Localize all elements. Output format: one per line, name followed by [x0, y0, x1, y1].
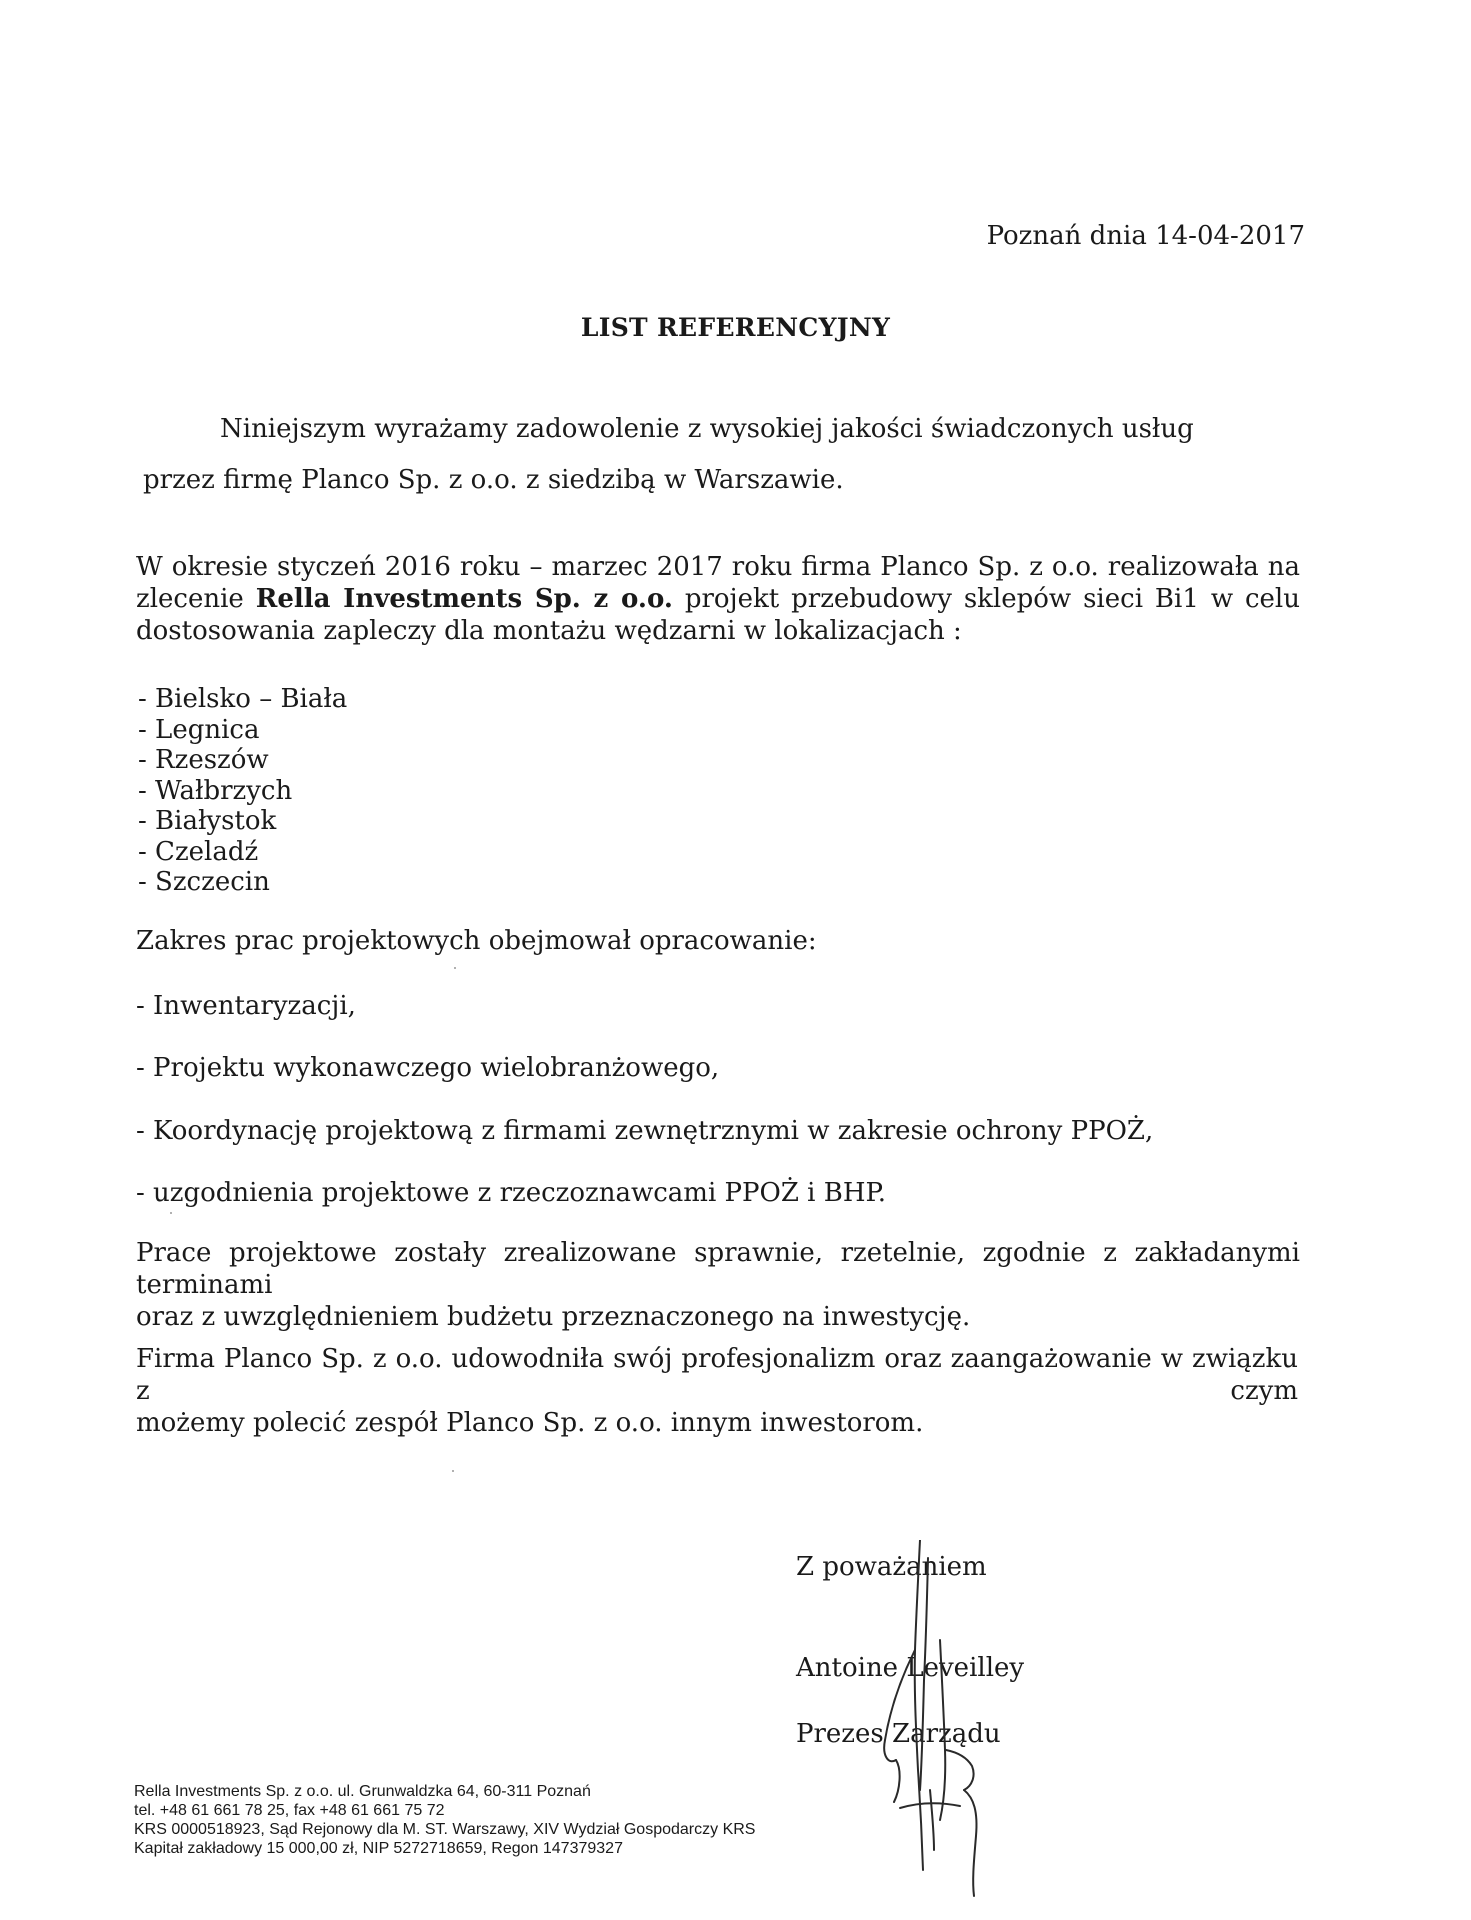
scan-speck [452, 1470, 454, 1472]
scope-item: - Inwentaryzacji, [136, 991, 356, 1021]
works-line-2: oraz z uwzględnieniem budżetu przeznaczonego na inwestycję. [136, 1302, 971, 1332]
location-item: - Legnica [138, 714, 260, 745]
intro-paragraph [136, 413, 1300, 445]
locations-list [138, 684, 347, 898]
period-line-2 [136, 583, 1300, 615]
company-footer [134, 1782, 755, 1858]
footer-capital: Kapitał zakładowy 15 000,00 zł, NIP 5272718659, Regon 147379327 [134, 1840, 623, 1857]
letter-title: LIST REFERENCYJNY [580, 313, 891, 342]
footer-registry: KRS 0000518923, Sąd Rejonowy dla M. ST. Warszawy, XIV Wydział Gospodarczy KRS [134, 1821, 756, 1838]
letter-date: Poznań dnia 14-04-2017 [986, 221, 1305, 251]
signer-name: Antoine Leveilley [796, 1653, 1025, 1683]
period-paragraph [136, 551, 1300, 647]
client-name: Rella Investments Sp. z o.o. [255, 584, 673, 614]
recommend-line-2: możemy polecić zespół Planco Sp. z o.o. innym inwestorom. [136, 1408, 924, 1438]
works-line-1: Prace projektowe zostały zrealizowane sprawnie, rzetelnie, zgodnie z zakładanymi terminami [136, 1238, 1300, 1300]
scope-item: - uzgodnienia projektowe z rzeczoznawcami PPOŻ i BHP. [136, 1178, 887, 1208]
period-line-2-end: projekt przebudowy sklepów sieci Bi1 w celu [684, 584, 1300, 614]
works-paragraph [136, 1237, 1300, 1333]
period-line-3: dostosowania zapleczy dla montażu wędzarni w lokalizacjach : [136, 616, 962, 646]
scope-heading: Zakres prac projektowych obejmował opracowanie: [136, 926, 817, 956]
period-line-1: W okresie styczeń 2016 roku – marzec 2017 roku firma Planco Sp. z o.o. realizowała na [136, 552, 1300, 582]
footer-contact: tel. +48 61 661 78 25, fax +48 61 661 75 72 [134, 1802, 445, 1819]
intro-line-2: przez firmę Planco Sp. z o.o. z siedzibą w Warszawie. [143, 465, 844, 495]
intro-paragraph-cont [143, 464, 1307, 496]
period-line-2-start: zlecenie [136, 584, 244, 614]
handwritten-signature [860, 1540, 1010, 1900]
intro-line-1: Niniejszym wyrażamy zadowolenie z wysokiej jakości świadczonych usług [220, 414, 1194, 444]
scope-item: - Projektu wykonawczego wielobranżowego, [136, 1053, 720, 1083]
location-item: - Czeladź [138, 836, 259, 867]
scope-item: - Koordynację projektową z firmami zewnętrznymi w zakresie ochrony PPOŻ, [136, 1116, 1154, 1146]
scan-speck [170, 1212, 172, 1214]
location-item: - Szczecin [138, 867, 270, 897]
location-item: - Rzeszów [138, 745, 269, 775]
recommend-paragraph [136, 1343, 1298, 1439]
closing-text: Z poważaniem [796, 1552, 987, 1582]
scan-speck [454, 967, 456, 969]
signer-role: Prezes Zarządu [796, 1719, 1001, 1749]
location-item: - Bielsko – Biała [138, 684, 348, 714]
footer-address: Rella Investments Sp. z o.o. ul. Grunwaldzka 64, 60-311 Poznań [134, 1783, 591, 1800]
location-item: - Białystok [138, 806, 277, 836]
recommend-line-1: Firma Planco Sp. z o.o. udowodniła swój profesjonalizm oraz zaangażowanie w związku z czym [136, 1344, 1298, 1406]
location-item: - Wałbrzych [138, 775, 293, 806]
